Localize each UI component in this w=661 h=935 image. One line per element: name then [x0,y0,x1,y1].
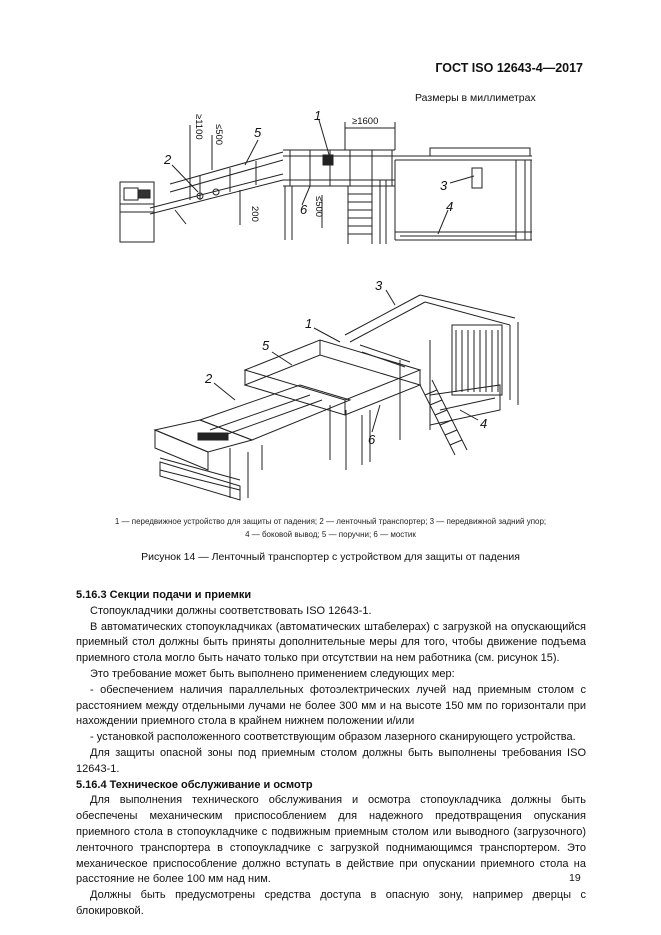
top-callout-2: 2 [164,152,172,167]
section-heading-5-16-3: 5.16.3 Секции подачи и приемки [76,589,252,601]
figure-legend-line1: 1 — передвижное устройство для защиты от падения; 2 — ленточный транспортер; 3 — передвижной задний упор; [114,517,547,526]
dim-500a: ≤500 [213,124,224,146]
iso-callout-3: 3 [375,278,383,293]
paragraph: Стопоукладчики должны соответствовать ISO 12643-1. [90,604,372,617]
walkway-platform [283,150,395,240]
section-5-16-3 [76,588,586,920]
dim-1600: ≥1600 [352,116,379,127]
standard-header: ГОСТ ISO 12643-4—2017 [435,61,583,75]
figure-legend-line2: 4 — боковой вывод; 5 — поручни; 6 — мостик [245,530,416,539]
iso-handrails [245,340,420,415]
stairs [348,180,386,244]
top-callout-6: 6 [300,202,308,217]
figure-title: Рисунок 14 — Ленточный транспортер с устройством для защиты от падения [141,551,520,563]
paragraph: В автоматических стопоукладчиках (автоматических штабелерах) с загрузкой на опускающийся приемный стол должны быть приняты дополнительные меры для того, чтобы движение подъема приемного стола могло быть начато только при отсутствии на нем работника (см. рисунок 15). [76,620,586,665]
paragraph: Для выполнения технического обслуживания и осмотра стопоукладчика должны быть обеспечены механическим приспособлением для надежного предотвращения опускания приемного стола в стопоукладчике с подвижным приемным столом или выводного (загрузочного) ленточного транспортера в стопоукладчике с загрузкой поднимающимся транспортером. Это механическое приспособление должно вступать в действие при опускании приемного стола на расстояние не более 100 мм над ним. [76,794,586,886]
isometric-view-drawing [155,290,518,500]
iso-callout-5: 5 [262,338,270,353]
paragraph: Должны быть предусмотрены средства доступа в опасную зону, например дверцы с блокировкой. [76,889,586,917]
paragraph: Это требование может быть выполнено применением следующих мер: [90,667,455,680]
iso-stacker [345,295,518,440]
paragraph: - обеспечением наличия параллельных фотоэлектрических лучей над приемным столом с расстоянием между отдельными лучами не более 300 мм и на высоте 150 мм по горизонтали при нахождении приемного стола в крайнем нижнем положении и/или [76,683,586,728]
iso-callout-6: 6 [368,432,376,447]
top-callout-1: 1 [314,108,322,123]
iso-conveyor [200,385,350,470]
section-heading-5-16-4: 5.16.4 Техническое обслуживание и осмотр [76,778,313,791]
dim-500b: ≤500 [313,196,324,218]
paragraph: Для защиты опасной зоны под приемным столом должны быть выполнены требования ISO 12643-1. [76,746,586,775]
iso-stairs [420,380,467,455]
iso-callout-2: 2 [205,371,213,386]
top-callout-3: 3 [440,178,448,193]
paragraph: - установкой расположенного соответствующим образом лазерного сканирующего устройства. [90,731,576,744]
top-callout-4: 4 [446,199,454,214]
top-callout-5: 5 [254,125,262,140]
stacker-frame [395,148,532,240]
dim-200: 200 [249,206,260,222]
page-number: 19 [569,872,581,884]
iso-callout-1: 1 [305,316,313,331]
dim-1100: ≥1100 [193,114,204,140]
iso-callout-4: 4 [480,416,488,431]
iso-feeder [155,420,252,500]
side-view-drawing [120,120,532,244]
units-note: Размеры в миллиметрах [415,92,536,104]
